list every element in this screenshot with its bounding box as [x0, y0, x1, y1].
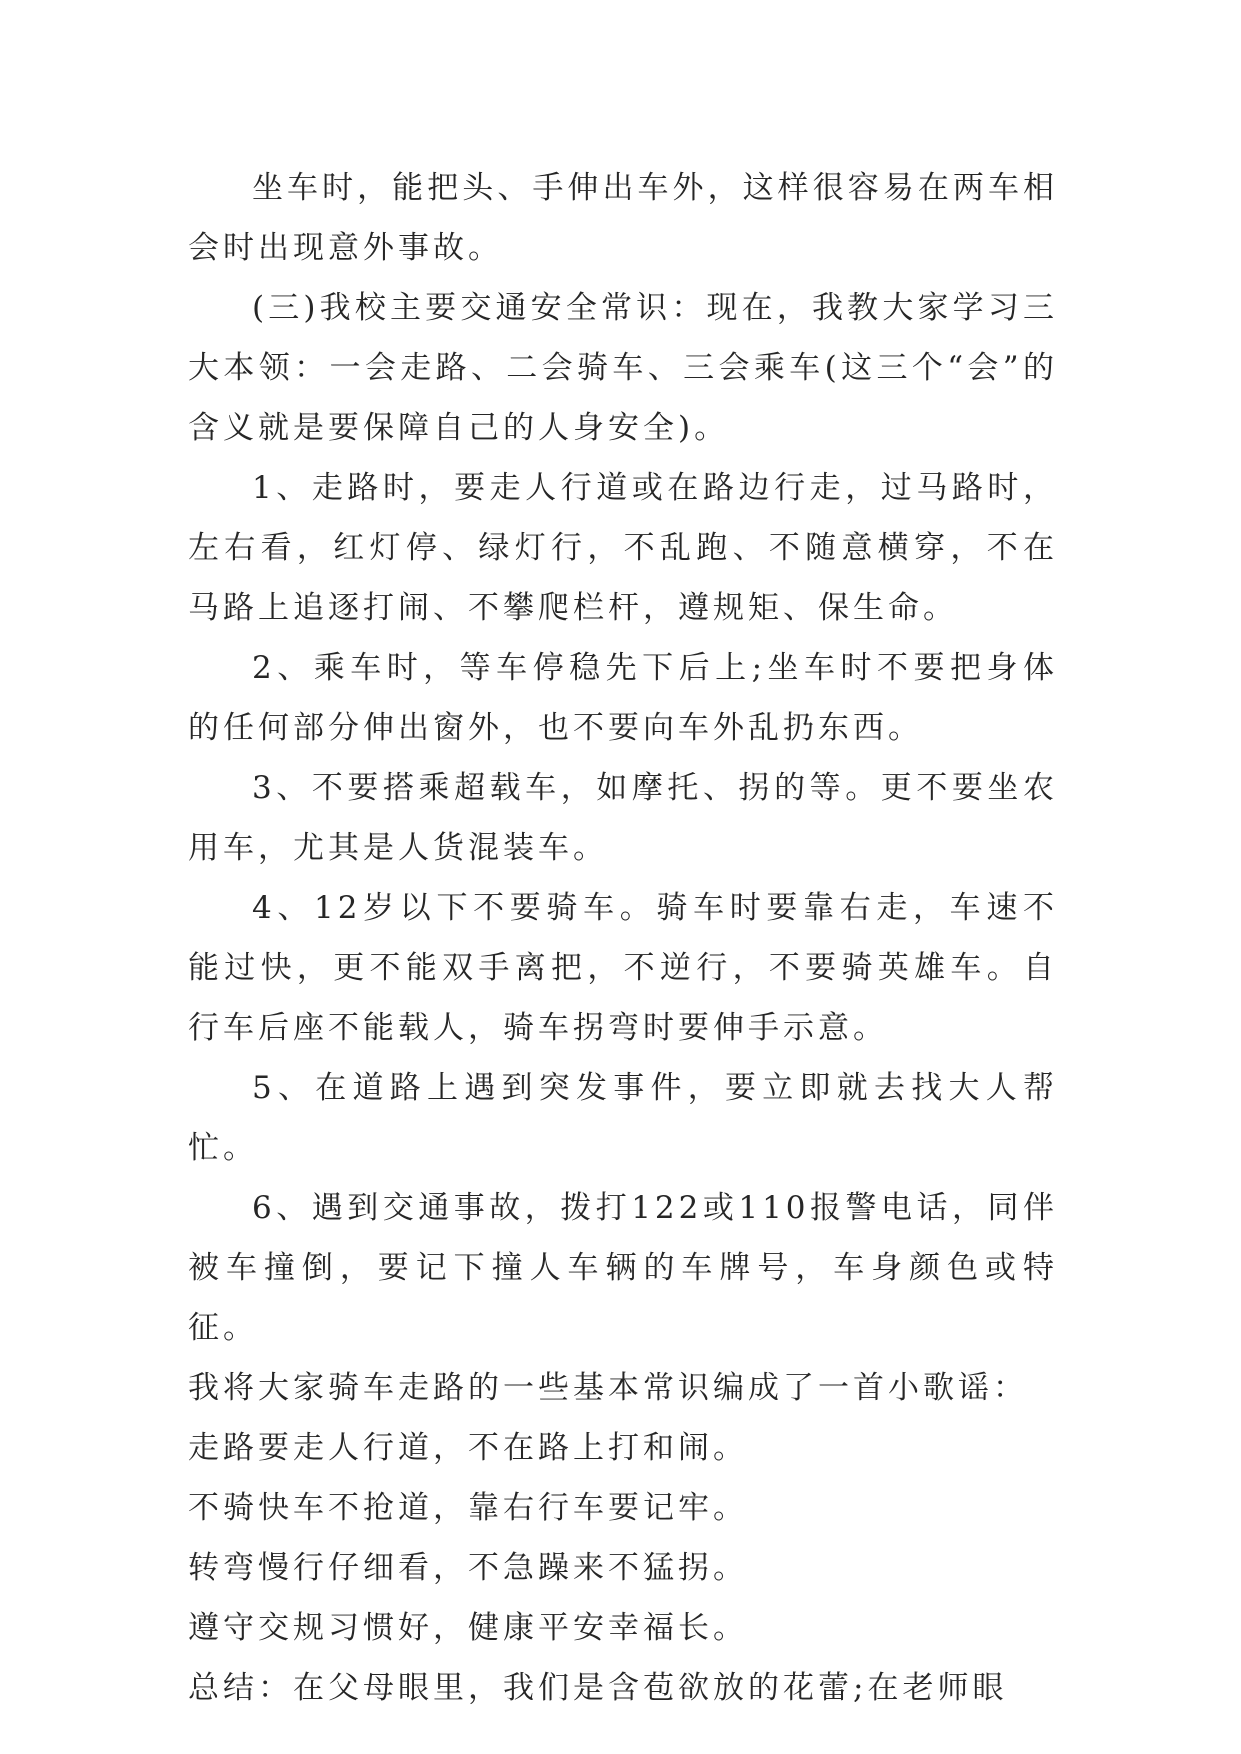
paragraph: 5、在道路上遇到突发事件，要立即就去找大人帮忙。	[188, 1070, 1058, 1166]
paragraph: 1、走路时，要走人行道或在路边行走，过马路时，左右看，红灯停、绿灯行，不乱跑、不随意横穿，不在马路上追逐打闹、不攀爬栏杆，遵规矩、保生命。	[188, 470, 1058, 626]
summary-line: 总结：在父母眼里，我们是含苞欲放的花蕾;在老师眼	[188, 1670, 1008, 1706]
paragraph: 3、不要搭乘超载车，如摩托、拐的等。更不要坐农用车，尤其是人货混装车。	[188, 770, 1058, 866]
verse-line: 不骑快车不抢道，靠右行车要记牢。	[188, 1490, 748, 1526]
verse-line: 转弯慢行仔细看，不急躁来不猛拐。	[188, 1550, 748, 1586]
verse-line: 走路要走人行道，不在路上打和闹。	[188, 1430, 748, 1466]
verse-line: 遵守交规习惯好，健康平安幸福长。	[188, 1610, 748, 1646]
paragraph: (三)我校主要交通安全常识：现在，我教大家学习三大本领：一会走路、二会骑车、三会乘车(这三个“会”的含义就是要保障自己的人身安全)。	[188, 290, 1058, 446]
document-body	[188, 158, 1058, 1718]
verse-intro-line: 我将大家骑车走路的一些基本常识编成了一首小歌谣：	[188, 1370, 1028, 1406]
paragraph: 2、乘车时，等车停稳先下后上;坐车时不要把身体的任何部分伸出窗外，也不要向车外乱扔东西。	[188, 650, 1058, 746]
paragraph: 坐车时，能把头、手伸出车外，这样很容易在两车相会时出现意外事故。	[188, 170, 1058, 266]
paragraph: 4、12岁以下不要骑车。骑车时要靠右走，车速不能过快，更不能双手离把，不逆行，不要骑英雄车。自行车后座不能载人，骑车拐弯时要伸手示意。	[188, 890, 1058, 1046]
paragraph: 6、遇到交通事故，拨打122或110报警电话，同伴被车撞倒，要记下撞人车辆的车牌号，车身颜色或特征。	[188, 1190, 1058, 1346]
